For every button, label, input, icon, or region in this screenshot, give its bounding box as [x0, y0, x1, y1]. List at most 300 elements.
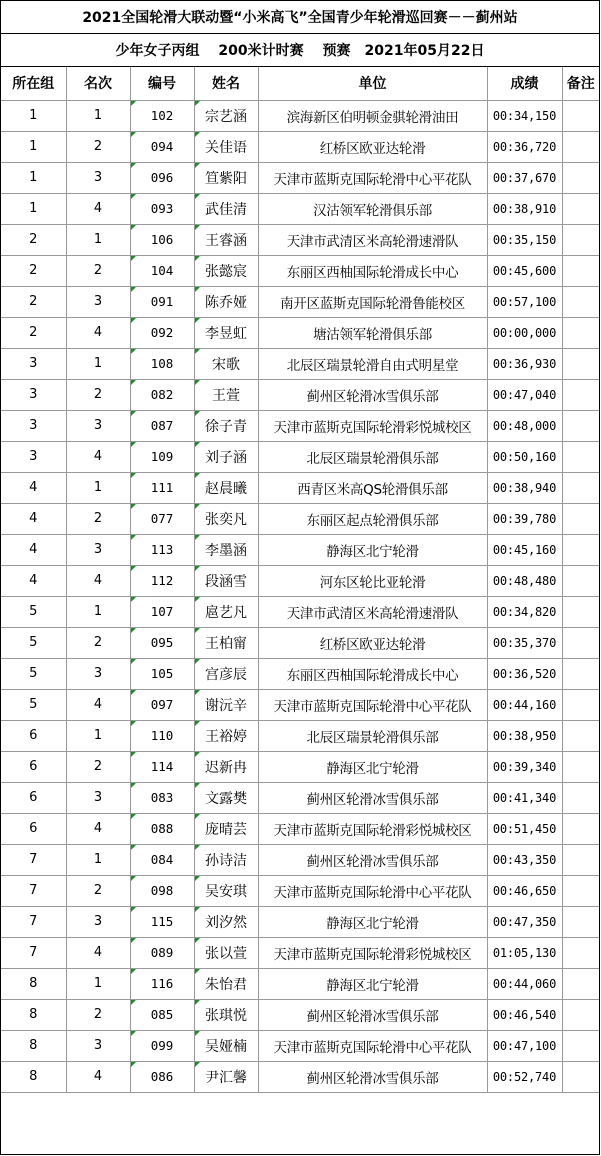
- unit-cell-text: 南开区蓝斯克国际轮滑鲁能校区: [280, 295, 465, 312]
- name-cell[interactable]: [194, 751, 258, 782]
- result-cell[interactable]: [487, 596, 562, 627]
- comment-indicator-icon: [195, 473, 200, 478]
- comment-indicator-icon: [195, 318, 200, 323]
- unit-cell-text: 西青区米高QS轮滑俱乐部: [297, 481, 448, 498]
- unit-cell[interactable]: [258, 565, 487, 596]
- number-cell-text: 091: [150, 294, 174, 309]
- number-cell-text: 077: [150, 511, 174, 526]
- note-cell[interactable]: [562, 627, 599, 658]
- unit-cell[interactable]: [258, 472, 487, 503]
- group-cell[interactable]: [1, 100, 66, 131]
- group-cell[interactable]: [1, 286, 66, 317]
- group-cell[interactable]: [1, 1030, 66, 1061]
- result-cell[interactable]: [487, 689, 562, 720]
- result-cell[interactable]: [487, 100, 562, 131]
- result-cell[interactable]: [487, 255, 562, 286]
- rank-cell[interactable]: [66, 689, 130, 720]
- note-cell[interactable]: [562, 193, 599, 224]
- note-cell[interactable]: [562, 658, 599, 689]
- note-cell[interactable]: [562, 844, 599, 875]
- note-cell[interactable]: [562, 689, 599, 720]
- group-cell-text: 1: [29, 170, 38, 185]
- table-row: [1, 286, 599, 317]
- unit-cell[interactable]: [258, 441, 487, 472]
- note-cell[interactable]: [562, 937, 599, 968]
- unit-cell[interactable]: [258, 999, 487, 1030]
- rank-cell[interactable]: [66, 720, 130, 751]
- note-cell[interactable]: [562, 1061, 599, 1092]
- rank-cell[interactable]: [66, 410, 130, 441]
- number-cell-text: 105: [150, 666, 174, 681]
- rank-cell-text: 2: [93, 263, 103, 278]
- number-cell[interactable]: [130, 1061, 194, 1092]
- note-cell[interactable]: [562, 534, 599, 565]
- name-cell[interactable]: [194, 100, 258, 131]
- note-cell[interactable]: [562, 162, 599, 193]
- group-cell-text: 6: [29, 790, 38, 805]
- name-cell[interactable]: [194, 472, 258, 503]
- result-cell[interactable]: [487, 999, 562, 1030]
- comment-indicator-icon: [195, 132, 200, 137]
- note-cell[interactable]: [562, 317, 599, 348]
- unit-cell[interactable]: [258, 255, 487, 286]
- group-cell[interactable]: [1, 255, 66, 286]
- group-cell[interactable]: [1, 906, 66, 937]
- comment-indicator-icon: [195, 969, 200, 974]
- rank-cell[interactable]: [66, 1061, 130, 1092]
- result-cell[interactable]: [487, 379, 562, 410]
- table-row: [1, 565, 599, 596]
- group-cell[interactable]: [1, 162, 66, 193]
- number-cell[interactable]: [130, 689, 194, 720]
- group-cell[interactable]: [1, 782, 66, 813]
- number-cell[interactable]: [130, 937, 194, 968]
- rank-cell[interactable]: [66, 968, 130, 999]
- result-cell[interactable]: [487, 441, 562, 472]
- group-cell[interactable]: [1, 348, 66, 379]
- table-row: [1, 348, 599, 379]
- result-cell[interactable]: [487, 1061, 562, 1092]
- comment-indicator-icon: [195, 163, 200, 168]
- number-cell-text: 109: [150, 449, 174, 464]
- comment-indicator-icon: [195, 752, 200, 757]
- note-cell[interactable]: [562, 596, 599, 627]
- rank-cell[interactable]: [66, 1030, 130, 1061]
- number-cell[interactable]: [130, 193, 194, 224]
- result-cell[interactable]: [487, 224, 562, 255]
- rank-cell[interactable]: [66, 751, 130, 782]
- unit-cell[interactable]: [258, 968, 487, 999]
- rank-cell[interactable]: [66, 875, 130, 906]
- name-cell[interactable]: [194, 503, 258, 534]
- comment-indicator-icon: [195, 535, 200, 540]
- result-cell[interactable]: [487, 1030, 562, 1061]
- note-cell[interactable]: [562, 782, 599, 813]
- rank-cell[interactable]: [66, 565, 130, 596]
- unit-cell[interactable]: [258, 844, 487, 875]
- rank-cell[interactable]: [66, 627, 130, 658]
- rank-cell[interactable]: [66, 813, 130, 844]
- group-cell[interactable]: [1, 937, 66, 968]
- number-cell[interactable]: [130, 596, 194, 627]
- name-cell[interactable]: [194, 875, 258, 906]
- name-cell[interactable]: [194, 689, 258, 720]
- result-cell[interactable]: [487, 782, 562, 813]
- number-cell[interactable]: [130, 224, 194, 255]
- result-cell-text: 00:35,370: [492, 635, 557, 650]
- result-cell[interactable]: [487, 162, 562, 193]
- number-cell[interactable]: [130, 441, 194, 472]
- name-cell[interactable]: [194, 844, 258, 875]
- number-cell[interactable]: [130, 100, 194, 131]
- result-cell[interactable]: [487, 968, 562, 999]
- name-cell-text: 朱怡君: [205, 976, 247, 993]
- number-cell-text: 102: [150, 108, 174, 123]
- result-cell[interactable]: [487, 286, 562, 317]
- group-cell[interactable]: [1, 131, 66, 162]
- name-cell[interactable]: [194, 596, 258, 627]
- col-header-rank[interactable]: 名次: [66, 67, 130, 100]
- number-cell[interactable]: [130, 162, 194, 193]
- group-cell[interactable]: [1, 999, 66, 1030]
- group-cell[interactable]: [1, 379, 66, 410]
- unit-cell[interactable]: [258, 689, 487, 720]
- group-cell[interactable]: [1, 193, 66, 224]
- note-cell[interactable]: [562, 224, 599, 255]
- comment-indicator-icon: [195, 504, 200, 509]
- result-cell-text: 00:47,350: [492, 914, 557, 929]
- unit-cell[interactable]: [258, 131, 487, 162]
- unit-cell[interactable]: [258, 937, 487, 968]
- rank-cell-text: 4: [93, 201, 103, 216]
- number-cell[interactable]: [130, 472, 194, 503]
- unit-cell-text: 天津市蓝斯克国际轮滑彩悦城校区: [273, 822, 472, 839]
- group-cell[interactable]: [1, 813, 66, 844]
- rank-cell[interactable]: [66, 534, 130, 565]
- name-cell[interactable]: [194, 441, 258, 472]
- table-row: [1, 410, 599, 441]
- group-cell[interactable]: [1, 472, 66, 503]
- note-cell[interactable]: [562, 131, 599, 162]
- unit-cell-text: 东丽区西柚国际轮滑成长中心: [286, 667, 459, 684]
- name-cell[interactable]: [194, 224, 258, 255]
- rank-cell-text: 2: [93, 759, 103, 774]
- comment-indicator-icon: [195, 659, 200, 664]
- number-cell[interactable]: [130, 410, 194, 441]
- rank-cell[interactable]: [66, 596, 130, 627]
- result-cell[interactable]: [487, 937, 562, 968]
- rank-cell[interactable]: [66, 782, 130, 813]
- table-row: [1, 534, 599, 565]
- name-cell[interactable]: [194, 348, 258, 379]
- table-row: [1, 379, 599, 410]
- name-cell[interactable]: [194, 1061, 258, 1092]
- result-cell[interactable]: [487, 906, 562, 937]
- result-cell[interactable]: [487, 410, 562, 441]
- group-cell[interactable]: [1, 627, 66, 658]
- note-cell[interactable]: [562, 720, 599, 751]
- rank-cell[interactable]: [66, 658, 130, 689]
- name-cell[interactable]: [194, 410, 258, 441]
- unit-cell-text: 蓟州区轮滑冰雪俱乐部: [306, 388, 439, 405]
- number-cell[interactable]: [130, 131, 194, 162]
- unit-cell[interactable]: [258, 1061, 487, 1092]
- col-header-group[interactable]: 所在组: [1, 67, 66, 100]
- name-cell-text: 文露樊: [205, 790, 247, 807]
- number-cell[interactable]: [130, 317, 194, 348]
- number-cell-text: 113: [150, 542, 174, 557]
- number-cell-text: 106: [150, 232, 174, 247]
- name-cell[interactable]: [194, 131, 258, 162]
- comment-indicator-icon: [195, 814, 200, 819]
- note-cell[interactable]: [562, 255, 599, 286]
- result-cell-text: 00:51,450: [492, 821, 557, 836]
- name-cell[interactable]: [194, 193, 258, 224]
- note-cell[interactable]: [562, 813, 599, 844]
- unit-cell[interactable]: [258, 286, 487, 317]
- rank-cell[interactable]: [66, 224, 130, 255]
- comment-indicator-icon: [195, 1031, 200, 1036]
- name-cell[interactable]: [194, 968, 258, 999]
- group-cell[interactable]: [1, 658, 66, 689]
- name-cell-text: 张奕凡: [205, 511, 247, 528]
- name-cell[interactable]: [194, 782, 258, 813]
- unit-cell[interactable]: [258, 100, 487, 131]
- result-cell[interactable]: [487, 565, 562, 596]
- name-cell[interactable]: [194, 658, 258, 689]
- group-cell[interactable]: [1, 596, 66, 627]
- comment-indicator-icon: [195, 225, 200, 230]
- comment-indicator-icon: [131, 1062, 136, 1067]
- group-cell[interactable]: [1, 534, 66, 565]
- result-cell[interactable]: [487, 720, 562, 751]
- result-cell[interactable]: [487, 875, 562, 906]
- name-cell-text: 刘汐然: [205, 914, 247, 931]
- sheet-subtitle: 少年女子丙组 200米计时赛 预赛 2021年05月22日: [1, 34, 599, 67]
- group-cell[interactable]: [1, 317, 66, 348]
- result-cell[interactable]: [487, 503, 562, 534]
- rank-cell[interactable]: [66, 906, 130, 937]
- col-header-unit[interactable]: 单位: [258, 67, 487, 100]
- name-cell[interactable]: [194, 317, 258, 348]
- table-row: [1, 937, 599, 968]
- unit-cell[interactable]: [258, 627, 487, 658]
- number-cell[interactable]: [130, 1030, 194, 1061]
- rank-cell[interactable]: [66, 193, 130, 224]
- number-cell[interactable]: [130, 782, 194, 813]
- group-cell[interactable]: [1, 410, 66, 441]
- note-cell[interactable]: [562, 968, 599, 999]
- rank-cell[interactable]: [66, 999, 130, 1030]
- number-cell[interactable]: [130, 255, 194, 286]
- result-cell[interactable]: [487, 813, 562, 844]
- group-cell[interactable]: [1, 1061, 66, 1092]
- number-cell[interactable]: [130, 348, 194, 379]
- comment-indicator-icon: [195, 628, 200, 633]
- name-cell[interactable]: [194, 1030, 258, 1061]
- number-cell[interactable]: [130, 286, 194, 317]
- rank-cell[interactable]: [66, 317, 130, 348]
- result-cell[interactable]: [487, 844, 562, 875]
- unit-cell[interactable]: [258, 162, 487, 193]
- group-cell-text: 3: [29, 356, 38, 371]
- note-cell[interactable]: [562, 472, 599, 503]
- unit-cell[interactable]: [258, 1030, 487, 1061]
- result-cell[interactable]: [487, 751, 562, 782]
- number-cell[interactable]: [130, 751, 194, 782]
- unit-cell[interactable]: [258, 782, 487, 813]
- number-cell[interactable]: [130, 565, 194, 596]
- name-cell[interactable]: [194, 813, 258, 844]
- name-cell-text: 陈乔娅: [205, 294, 247, 311]
- group-cell[interactable]: [1, 503, 66, 534]
- group-cell[interactable]: [1, 751, 66, 782]
- unit-cell[interactable]: [258, 658, 487, 689]
- note-cell[interactable]: [562, 906, 599, 937]
- rank-cell[interactable]: [66, 162, 130, 193]
- note-cell[interactable]: [562, 379, 599, 410]
- result-cell-text: 00:48,480: [492, 573, 557, 588]
- col-header-name[interactable]: 姓名: [194, 67, 258, 100]
- number-cell[interactable]: [130, 999, 194, 1030]
- comment-indicator-icon: [195, 783, 200, 788]
- number-cell[interactable]: [130, 534, 194, 565]
- note-cell[interactable]: [562, 441, 599, 472]
- unit-cell[interactable]: [258, 875, 487, 906]
- name-cell-text: 吴娅楠: [205, 1038, 247, 1055]
- name-cell[interactable]: [194, 720, 258, 751]
- unit-cell[interactable]: [258, 410, 487, 441]
- group-cell[interactable]: [1, 720, 66, 751]
- number-cell[interactable]: [130, 627, 194, 658]
- unit-cell-text: 塘沽领军轮滑俱乐部: [313, 326, 432, 343]
- name-cell[interactable]: [194, 627, 258, 658]
- comment-indicator-icon: [195, 1000, 200, 1005]
- name-cell[interactable]: [194, 162, 258, 193]
- unit-cell[interactable]: [258, 596, 487, 627]
- group-cell[interactable]: [1, 224, 66, 255]
- rank-cell[interactable]: [66, 472, 130, 503]
- table-row: [1, 317, 599, 348]
- name-cell[interactable]: [194, 906, 258, 937]
- result-cell[interactable]: [487, 193, 562, 224]
- number-cell[interactable]: [130, 720, 194, 751]
- result-cell[interactable]: [487, 348, 562, 379]
- note-cell[interactable]: [562, 1030, 599, 1061]
- number-cell[interactable]: [130, 379, 194, 410]
- rank-cell-text: 3: [93, 294, 103, 309]
- number-cell-text: 110: [150, 728, 174, 743]
- number-cell[interactable]: [130, 503, 194, 534]
- number-cell[interactable]: [130, 658, 194, 689]
- note-cell[interactable]: [562, 751, 599, 782]
- result-cell[interactable]: [487, 658, 562, 689]
- rank-cell[interactable]: [66, 503, 130, 534]
- name-cell-text: 王睿涵: [205, 232, 247, 249]
- comment-indicator-icon: [195, 938, 200, 943]
- col-header-result[interactable]: 成绩: [487, 67, 562, 100]
- name-cell-text: 孙诗洁: [205, 852, 247, 869]
- rank-cell[interactable]: [66, 286, 130, 317]
- col-header-note[interactable]: 备注: [562, 67, 599, 100]
- result-cell[interactable]: [487, 131, 562, 162]
- number-cell[interactable]: [130, 968, 194, 999]
- rank-cell-text: 1: [93, 232, 103, 247]
- unit-cell[interactable]: [258, 348, 487, 379]
- number-cell[interactable]: [130, 844, 194, 875]
- name-cell[interactable]: [194, 565, 258, 596]
- result-cell[interactable]: [487, 317, 562, 348]
- col-header-number[interactable]: 编号: [130, 67, 194, 100]
- group-cell[interactable]: [1, 689, 66, 720]
- number-cell[interactable]: [130, 875, 194, 906]
- group-cell[interactable]: [1, 565, 66, 596]
- number-cell-text: 087: [150, 418, 174, 433]
- comment-indicator-icon: [131, 225, 136, 230]
- name-cell[interactable]: [194, 937, 258, 968]
- number-cell-text: 088: [150, 821, 174, 836]
- unit-cell[interactable]: [258, 534, 487, 565]
- rank-cell-text: 1: [93, 852, 103, 867]
- group-cell[interactable]: [1, 875, 66, 906]
- unit-cell[interactable]: [258, 193, 487, 224]
- unit-cell[interactable]: [258, 317, 487, 348]
- comment-indicator-icon: [195, 411, 200, 416]
- result-cell[interactable]: [487, 472, 562, 503]
- note-cell[interactable]: [562, 100, 599, 131]
- name-cell[interactable]: [194, 255, 258, 286]
- name-cell[interactable]: [194, 534, 258, 565]
- number-cell[interactable]: [130, 813, 194, 844]
- rank-cell[interactable]: [66, 441, 130, 472]
- name-cell[interactable]: [194, 379, 258, 410]
- name-cell[interactable]: [194, 286, 258, 317]
- group-cell[interactable]: [1, 968, 66, 999]
- group-cell-text: 5: [29, 635, 38, 650]
- unit-cell[interactable]: [258, 813, 487, 844]
- note-cell[interactable]: [562, 999, 599, 1030]
- note-cell[interactable]: [562, 565, 599, 596]
- rank-cell[interactable]: [66, 100, 130, 131]
- rank-cell[interactable]: [66, 379, 130, 410]
- table-row: [1, 751, 599, 782]
- note-cell[interactable]: [562, 348, 599, 379]
- group-cell[interactable]: [1, 844, 66, 875]
- rank-cell[interactable]: [66, 255, 130, 286]
- group-cell-text: 4: [29, 511, 38, 526]
- unit-cell[interactable]: [258, 751, 487, 782]
- note-cell[interactable]: [562, 286, 599, 317]
- unit-cell[interactable]: [258, 379, 487, 410]
- result-cell[interactable]: [487, 627, 562, 658]
- unit-cell[interactable]: [258, 720, 487, 751]
- number-cell[interactable]: [130, 906, 194, 937]
- result-cell[interactable]: [487, 534, 562, 565]
- unit-cell[interactable]: [258, 503, 487, 534]
- note-cell[interactable]: [562, 875, 599, 906]
- rank-cell[interactable]: [66, 131, 130, 162]
- name-cell[interactable]: [194, 999, 258, 1030]
- rank-cell[interactable]: [66, 844, 130, 875]
- note-cell[interactable]: [562, 410, 599, 441]
- note-cell[interactable]: [562, 503, 599, 534]
- rank-cell[interactable]: [66, 348, 130, 379]
- unit-cell[interactable]: [258, 906, 487, 937]
- rank-cell[interactable]: [66, 937, 130, 968]
- group-cell[interactable]: [1, 441, 66, 472]
- unit-cell[interactable]: [258, 224, 487, 255]
- rank-cell-text: 2: [93, 139, 103, 154]
